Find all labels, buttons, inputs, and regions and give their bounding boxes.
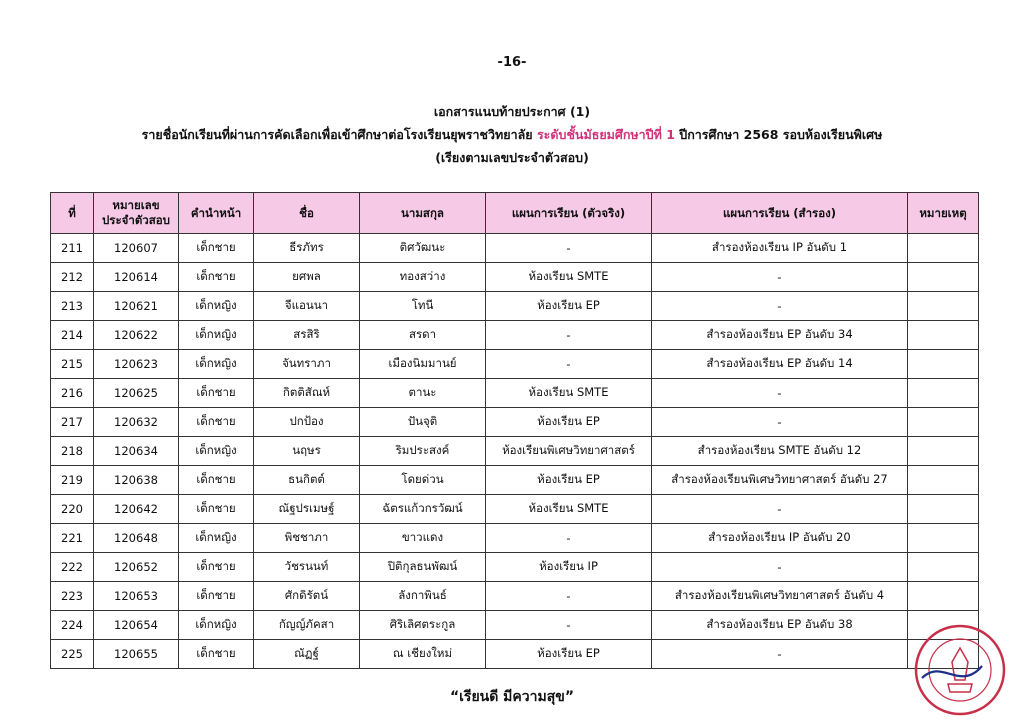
cell-exam-id: 120632 — [94, 408, 179, 437]
table-row — [51, 582, 979, 611]
cell-plan-reserve: สำรองห้องเรียนพิเศษวิทยาศาสตร์ อันดับ 4 — [652, 582, 908, 611]
col-header-first-name: ชื่อ — [254, 193, 360, 234]
cell-last-name: ณ เชียงใหม่ — [360, 640, 486, 669]
cell-no: 219 — [51, 466, 94, 495]
cell-prefix: เด็กหญิง — [179, 292, 254, 321]
cell-plan-real: ห้องเรียน SMTE — [486, 263, 652, 292]
cell-last-name: ทองสว่าง — [360, 263, 486, 292]
cell-prefix: เด็กหญิง — [179, 350, 254, 379]
cell-no: 212 — [51, 263, 94, 292]
cell-plan-real: - — [486, 321, 652, 350]
cell-plan-reserve: สำรองห้องเรียน EP อันดับ 34 — [652, 321, 908, 350]
cell-no: 211 — [51, 234, 94, 263]
cell-exam-id: 120621 — [94, 292, 179, 321]
table-row — [51, 263, 979, 292]
cell-no: 220 — [51, 495, 94, 524]
cell-plan-real: ห้องเรียน SMTE — [486, 495, 652, 524]
cell-no: 218 — [51, 437, 94, 466]
cell-prefix: เด็กชาย — [179, 263, 254, 292]
cell-plan-reserve: สำรองห้องเรียน IP อันดับ 1 — [652, 234, 908, 263]
cell-first-name: จันทราภา — [254, 350, 360, 379]
cell-exam-id: 120642 — [94, 495, 179, 524]
cell-first-name: ยศพล — [254, 263, 360, 292]
cell-last-name: ปิติกุลธนพัฒน์ — [360, 553, 486, 582]
cell-plan-real: - — [486, 234, 652, 263]
cell-first-name: นฤษร — [254, 437, 360, 466]
cell-plan-reserve: สำรองห้องเรียน EP อันดับ 38 — [652, 611, 908, 640]
table-row — [51, 466, 979, 495]
cell-last-name: ฉัตรแก้วกรวัฒน์ — [360, 495, 486, 524]
cell-last-name: ริมประสงค์ — [360, 437, 486, 466]
cell-plan-real: - — [486, 350, 652, 379]
school-seal — [912, 622, 1008, 718]
cell-first-name: ธีรภัทร — [254, 234, 360, 263]
cell-remark — [908, 466, 979, 495]
cell-plan-reserve: สำรองห้องเรียน SMTE อันดับ 12 — [652, 437, 908, 466]
table-row — [51, 292, 979, 321]
cell-no: 225 — [51, 640, 94, 669]
cell-last-name: ลังกาพินธ์ — [360, 582, 486, 611]
heading-line-3: (เรียงตามเลขประจำตัวสอบ) — [435, 150, 589, 165]
cell-plan-real: - — [486, 582, 652, 611]
col-header-exam-id-line2: ประจำตัวสอบ — [101, 213, 170, 227]
cell-remark — [908, 437, 979, 466]
cell-no: 222 — [51, 553, 94, 582]
cell-no: 223 — [51, 582, 94, 611]
cell-remark — [908, 495, 979, 524]
heading-line-2 — [0, 123, 1024, 146]
page-number: -16- — [497, 55, 527, 70]
seal-icon — [912, 622, 1008, 718]
col-header-plan-real: แผนการเรียน (ตัวจริง) — [486, 193, 652, 234]
col-header-remark: หมายเหตุ — [908, 193, 979, 234]
cell-first-name: ณัฐปรเมษฐ์ — [254, 495, 360, 524]
cell-last-name: โดยด่วน — [360, 466, 486, 495]
cell-first-name: พิชชาภา — [254, 524, 360, 553]
heading-line-1: เอกสารแนบท้ายประกาศ (1) — [433, 104, 591, 119]
cell-no: 224 — [51, 611, 94, 640]
table-row — [51, 379, 979, 408]
cell-plan-real: ห้องเรียน EP — [486, 640, 652, 669]
table-row — [51, 611, 979, 640]
cell-first-name: ศักดิรัตน์ — [254, 582, 360, 611]
col-header-plan-reserve: แผนการเรียน (สำรอง) — [652, 193, 908, 234]
cell-plan-reserve: - — [652, 379, 908, 408]
cell-prefix: เด็กชาย — [179, 234, 254, 263]
cell-exam-id: 120648 — [94, 524, 179, 553]
cell-exam-id: 120614 — [94, 263, 179, 292]
col-header-last-name: นามสกุล — [360, 193, 486, 234]
col-header-exam-id-line1: หมายเลข — [112, 198, 160, 212]
cell-last-name: ตานะ — [360, 379, 486, 408]
table-row — [51, 350, 979, 379]
cell-remark — [908, 582, 979, 611]
cell-exam-id: 120638 — [94, 466, 179, 495]
cell-plan-real: ห้องเรียน EP — [486, 292, 652, 321]
cell-plan-reserve: - — [652, 640, 908, 669]
cell-first-name: สรสิริ — [254, 321, 360, 350]
table-row — [51, 640, 979, 669]
cell-first-name: ปกป้อง — [254, 408, 360, 437]
cell-prefix: เด็กชาย — [179, 408, 254, 437]
cell-first-name: จีแอนนา — [254, 292, 360, 321]
cell-plan-real: - — [486, 611, 652, 640]
cell-no: 214 — [51, 321, 94, 350]
cell-prefix: เด็กชาย — [179, 379, 254, 408]
cell-no: 216 — [51, 379, 94, 408]
cell-exam-id: 120634 — [94, 437, 179, 466]
cell-first-name: กิตติสัณห์ — [254, 379, 360, 408]
document-heading — [0, 100, 1024, 169]
cell-plan-real: ห้องเรียนพิเศษวิทยาศาสตร์ — [486, 437, 652, 466]
cell-plan-reserve: - — [652, 263, 908, 292]
cell-plan-real: ห้องเรียน SMTE — [486, 379, 652, 408]
table-row — [51, 437, 979, 466]
cell-prefix: เด็กชาย — [179, 640, 254, 669]
table-row — [51, 553, 979, 582]
cell-remark — [908, 379, 979, 408]
cell-prefix: เด็กชาย — [179, 553, 254, 582]
cell-plan-reserve: สำรองห้องเรียน IP อันดับ 20 — [652, 524, 908, 553]
table-row — [51, 321, 979, 350]
cell-prefix: เด็กชาย — [179, 495, 254, 524]
cell-plan-real: ห้องเรียน EP — [486, 466, 652, 495]
cell-last-name: ปันจุติ — [360, 408, 486, 437]
table-row — [51, 524, 979, 553]
student-table — [50, 192, 979, 669]
table-row — [51, 495, 979, 524]
cell-remark — [908, 263, 979, 292]
cell-exam-id: 120622 — [94, 321, 179, 350]
cell-exam-id: 120607 — [94, 234, 179, 263]
cell-prefix: เด็กชาย — [179, 466, 254, 495]
cell-exam-id: 120652 — [94, 553, 179, 582]
cell-remark — [908, 524, 979, 553]
table-row — [51, 234, 979, 263]
cell-plan-reserve: สำรองห้องเรียนพิเศษวิทยาศาสตร์ อันดับ 27 — [652, 466, 908, 495]
table-header-row — [51, 193, 979, 234]
cell-remark — [908, 321, 979, 350]
cell-remark — [908, 350, 979, 379]
cell-prefix: เด็กหญิง — [179, 437, 254, 466]
cell-prefix: เด็กหญิง — [179, 611, 254, 640]
cell-exam-id: 120625 — [94, 379, 179, 408]
cell-plan-reserve: - — [652, 408, 908, 437]
cell-no: 213 — [51, 292, 94, 321]
cell-last-name: ขาวแดง — [360, 524, 486, 553]
cell-last-name: ติศวัฒนะ — [360, 234, 486, 263]
cell-plan-real: ห้องเรียน IP — [486, 553, 652, 582]
heading-line-2-post: ปีการศึกษา 2568 รอบห้องเรียนพิเศษ — [679, 127, 883, 142]
cell-remark — [908, 553, 979, 582]
cell-first-name: วัชรนนท์ — [254, 553, 360, 582]
cell-remark — [908, 292, 979, 321]
cell-plan-reserve: - — [652, 292, 908, 321]
cell-last-name: ศิริเลิศตระกูล — [360, 611, 486, 640]
cell-last-name: สรดา — [360, 321, 486, 350]
cell-first-name: ธนกิตต์ — [254, 466, 360, 495]
cell-remark — [908, 234, 979, 263]
cell-remark — [908, 408, 979, 437]
cell-last-name: เมืองนิมมานย์ — [360, 350, 486, 379]
table-row — [51, 408, 979, 437]
cell-prefix: เด็กหญิง — [179, 524, 254, 553]
cell-plan-real: - — [486, 524, 652, 553]
cell-last-name: โทนี — [360, 292, 486, 321]
cell-exam-id: 120653 — [94, 582, 179, 611]
cell-no: 217 — [51, 408, 94, 437]
cell-no: 215 — [51, 350, 94, 379]
cell-plan-reserve: - — [652, 553, 908, 582]
cell-no: 221 — [51, 524, 94, 553]
cell-first-name: ณัฏฐ์ — [254, 640, 360, 669]
cell-exam-id: 120654 — [94, 611, 179, 640]
cell-plan-real: ห้องเรียน EP — [486, 408, 652, 437]
heading-line-2-highlight: ระดับชั้นมัธยมศึกษาปีที่ 1 — [536, 127, 675, 142]
cell-exam-id: 120655 — [94, 640, 179, 669]
school-motto: “เรียนดี มีความสุข” — [449, 689, 575, 705]
cell-prefix: เด็กชาย — [179, 582, 254, 611]
cell-plan-reserve: - — [652, 495, 908, 524]
cell-prefix: เด็กหญิง — [179, 321, 254, 350]
heading-line-2-pre: รายชื่อนักเรียนที่ผ่านการคัดเลือกเพื่อเข้าศึกษาต่อโรงเรียนยุพราชวิทยาลัย — [141, 127, 533, 142]
cell-first-name: กัญญ์ภัคสา — [254, 611, 360, 640]
col-header-exam-id — [94, 193, 179, 234]
col-header-no: ที่ — [51, 193, 94, 234]
cell-exam-id: 120623 — [94, 350, 179, 379]
col-header-prefix: คำนำหน้า — [179, 193, 254, 234]
cell-plan-reserve: สำรองห้องเรียน EP อันดับ 14 — [652, 350, 908, 379]
